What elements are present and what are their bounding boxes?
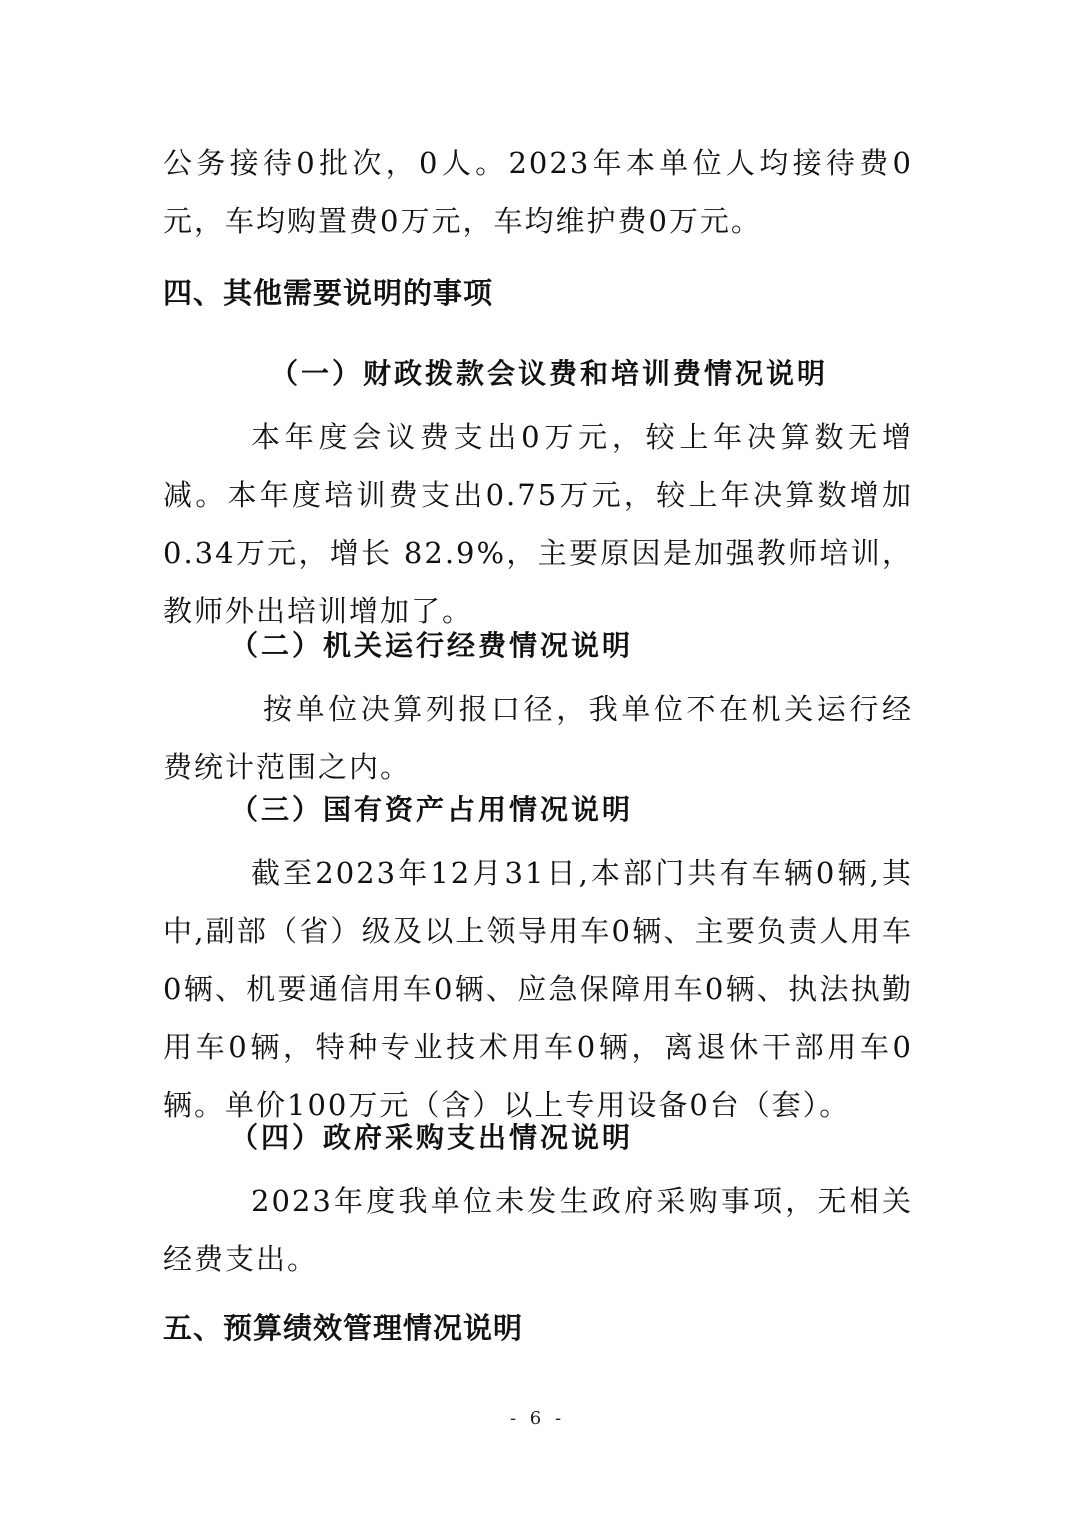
section-heading-performance: 五、预算绩效管理情况说明 bbox=[163, 1311, 524, 1345]
section-heading-other-matters: 四、其他需要说明的事项 bbox=[163, 276, 494, 310]
subheading-state-assets: （三）国有资产占用情况说明 bbox=[230, 793, 634, 826]
subheading-procurement: （四）政府采购支出情况说明 bbox=[230, 1121, 634, 1154]
paragraph-hospitality: 公务接待0批次，0人。2023年本单位人均接待费0元，车均购置费0万元，车均维护费0万元。 bbox=[163, 146, 913, 238]
paragraph-state-assets: 截至2023年12月31日,本部门共有车辆0辆,其中,副部（省）级及以上领导用车0辆、主要负责人用车0辆、机要通信用车0辆、应急保障用车0辆、执法执勤用车0辆，特种专业技术用车0辆，离退休干部用车0辆。单价100万元（含）以上专用设备0台（套）。 bbox=[163, 856, 913, 1122]
subheading-meeting-training: （一）财政拨款会议费和培训费情况说明 bbox=[270, 357, 829, 390]
paragraph-operating-funds: 按单位决算列报口径，我单位不在机关运行经费统计范围之内。 bbox=[163, 692, 913, 784]
page-number: - 6 - bbox=[509, 1408, 566, 1429]
subheading-operating-funds: （二）机关运行经费情况说明 bbox=[230, 629, 634, 662]
paragraph-meeting-training: 本年度会议费支出0万元，较上年决算数无增减。本年度培训费支出0.75万元，较上年决算数增加0.34万元，增长 82.9%，主要原因是加强教师培训，教师外出培训增加了。 bbox=[163, 420, 913, 628]
paragraph-procurement: 2023年度我单位未发生政府采购事项，无相关经费支出。 bbox=[163, 1184, 913, 1276]
